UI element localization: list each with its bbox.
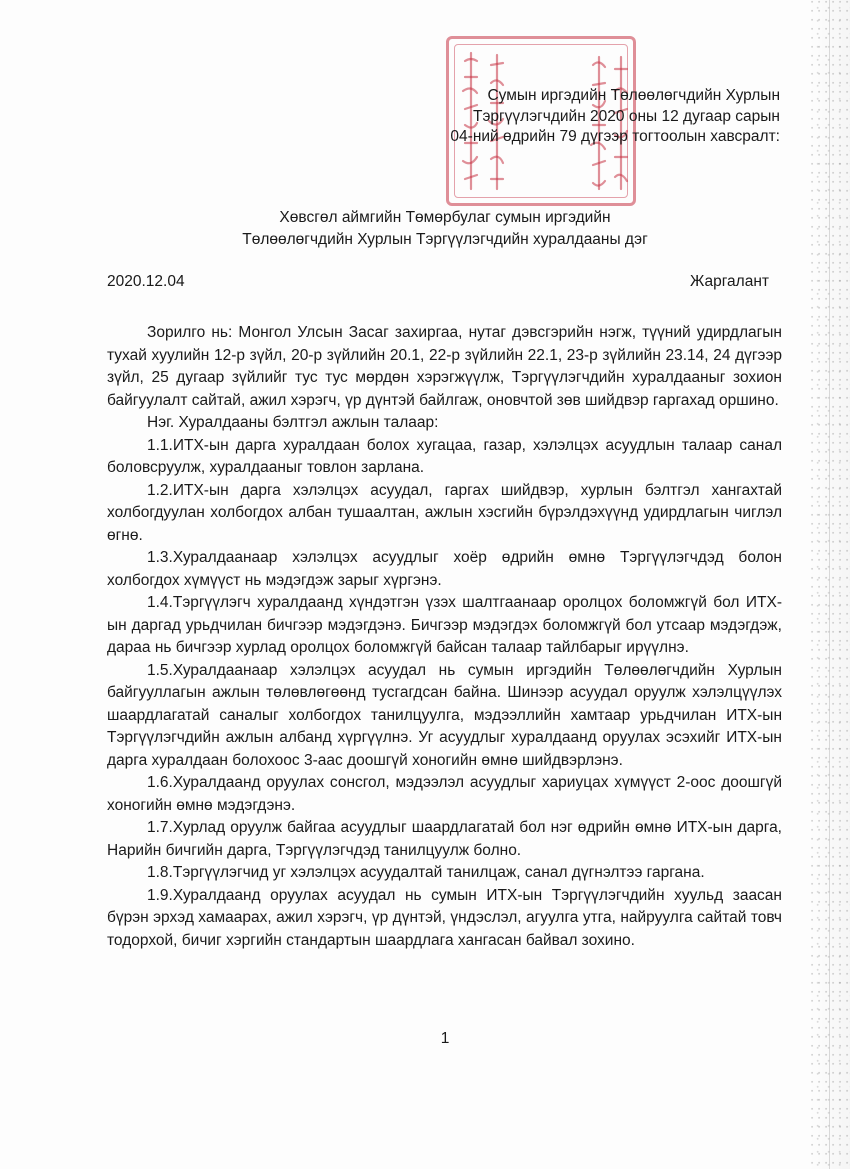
paragraph-1-8: 1.8.Тэргүүлэгчид уг хэлэлцэх асуудалтай танилцаж, санал дүгнэлтээ гаргана. <box>147 864 705 881</box>
document-title-line-1: Хөвсгөл аймгийн Төмөрбулаг сумын иргэдийн <box>279 209 611 226</box>
document-title <box>100 207 790 251</box>
document-place: Жаргалант <box>690 273 769 290</box>
paragraph-1-6: 1.6.Хуралдаанд оруулах сонсгол, мэдээлэл асуудлыг хариуцах хүмүүст 2-оос доошгүй хоногийн өмнө мэдэгдэнэ. <box>107 774 782 814</box>
scan-edge-line <box>829 0 830 1169</box>
document-body <box>107 322 782 952</box>
annex-header-line-2: Тэргүүлэгчдийн 2020 оны 12 дугаар сарын <box>473 107 780 125</box>
annex-header-line-3: 04-ний өдрийн 79 дүгээр тогтоолын хавсралт: <box>450 128 780 145</box>
document-date: 2020.12.04 <box>107 273 185 290</box>
date-place-line <box>107 273 769 291</box>
section-heading-preparation: Нэг. Хуралдааны бэлтгэл ажлын талаар: <box>147 414 439 431</box>
paragraph-1-9: 1.9.Хуралдаанд оруулах асуудал нь сумын ИТХ-ын Тэргүүлэгчдийн хуульд заасан бүрэн эрхэд хамаарах, ажил хэрэгч, үр дүнтэй, үндэслэл, агуулга утга, найруулга сайтай товч тодорхой, бичиг хэргийн стандартын шаардлага хангасан байвал зохино. <box>107 886 782 949</box>
paragraph-1-7: 1.7.Хурлад оруулж байгаа асуудлыг шаардлагатай бол нэг өдрийн өмнө ИТХ-ын дарга, Нарийн бичгийн дарга, Тэргүүлэгчдэд танилцуулж болно. <box>107 819 782 859</box>
paragraph-1-5: 1.5.Хуралдаанаар хэлэлцэх асуудал нь сумын иргэдийн Төлөөлөгчдийн Хурлын байгууллагын ажлын төлөвлөгөөнд тусгагдсан байна. Шинээр асуудал оруулж хэлэлцүүлэх шаардлагатай саналыг холбогдох танилцуулга, мэдээллийн хамтаар урьдчилан ИТХ-ын Тэргүүлэгчдийн ажлын албанд хүргүүлнэ. Уг асуудлыг хуралдаанд оруулах эсэхийг ИТХ-ын дарга хуралдаан болохоос 3-аас доошгүй хоногийн өмнө шийдвэрлэнэ. <box>107 661 782 769</box>
paragraph-1-2: 1.2.ИТХ-ын дарга хэлэлцэх асуудал, гаргах шийдвэр, хурлын бэлтгэл хангахтай холбогдуулан холбогдох албан тушаалтан, ажлын хэсгийн бүрэлдэхүүнд удирдлагын чиглэл өгнө. <box>107 481 782 544</box>
paragraph-1-3: 1.3.Хуралдаанаар хэлэлцэх асуудлыг хоёр өдрийн өмнө Тэргүүлэгчдэд болон холбогдох хүмүүст нь мэдэгдэж зарыг хүргэнэ. <box>107 549 782 589</box>
document-title-line-2: Төлөөлөгчдийн Хурлын Тэргүүлэгчдийн хуралдааны дэг <box>242 231 648 248</box>
page-number: 1 <box>440 1030 450 1047</box>
paragraph-1-4: 1.4.Тэргүүлэгч хуралдаанд хүндэтгэн үзэх шалтгаанаар оролцох боломжгүй бол ИТХ-ын даргад урьдчилан бичгээр мэдэгдэнэ. Бичгээр мэдэгдэх боломжгүй бол утсаар мэдэгдэж, дараа нь бичгээр хурлад оролцох боломжгүй байсан талаар тайлбарыг ирүүлнэ. <box>107 594 782 656</box>
annex-header <box>400 86 780 148</box>
annex-header-line-1: Сумын иргэдийн Төлөөлөгчдийн Хурлын <box>487 87 780 104</box>
paragraph-purpose: Зорилго нь: Монгол Улсын Засаг захиргаа, нутаг дэвсгэрийн нэгж, түүний удирдлагын тухай хуулийн 12-р зүйл, 20-р зүйлийн 20.1, 22-р зүйлийн 22.1, 23-р зүйлийн 23.14, 24 дүгээр зүйл, 25 дугаар зүйлийг тус тус мөрдөн хэрэгжүүлж, Тэргүүлэгчдийн хуралдааныг зохион байгуулалт сайтай, ажил хэрэгч, үр дүнтэй байлгаж, оновчтой зөв шийдвэр гаргахад оршино. <box>107 324 782 409</box>
scan-edge-noise <box>810 0 850 1169</box>
paragraph-1-1: 1.1.ИТХ-ын дарга хуралдаан болох хугацаа, газар, хэлэлцэх асуудлын талаар санал боловсруулж, хуралдааныг товлон зарлана. <box>107 436 782 476</box>
